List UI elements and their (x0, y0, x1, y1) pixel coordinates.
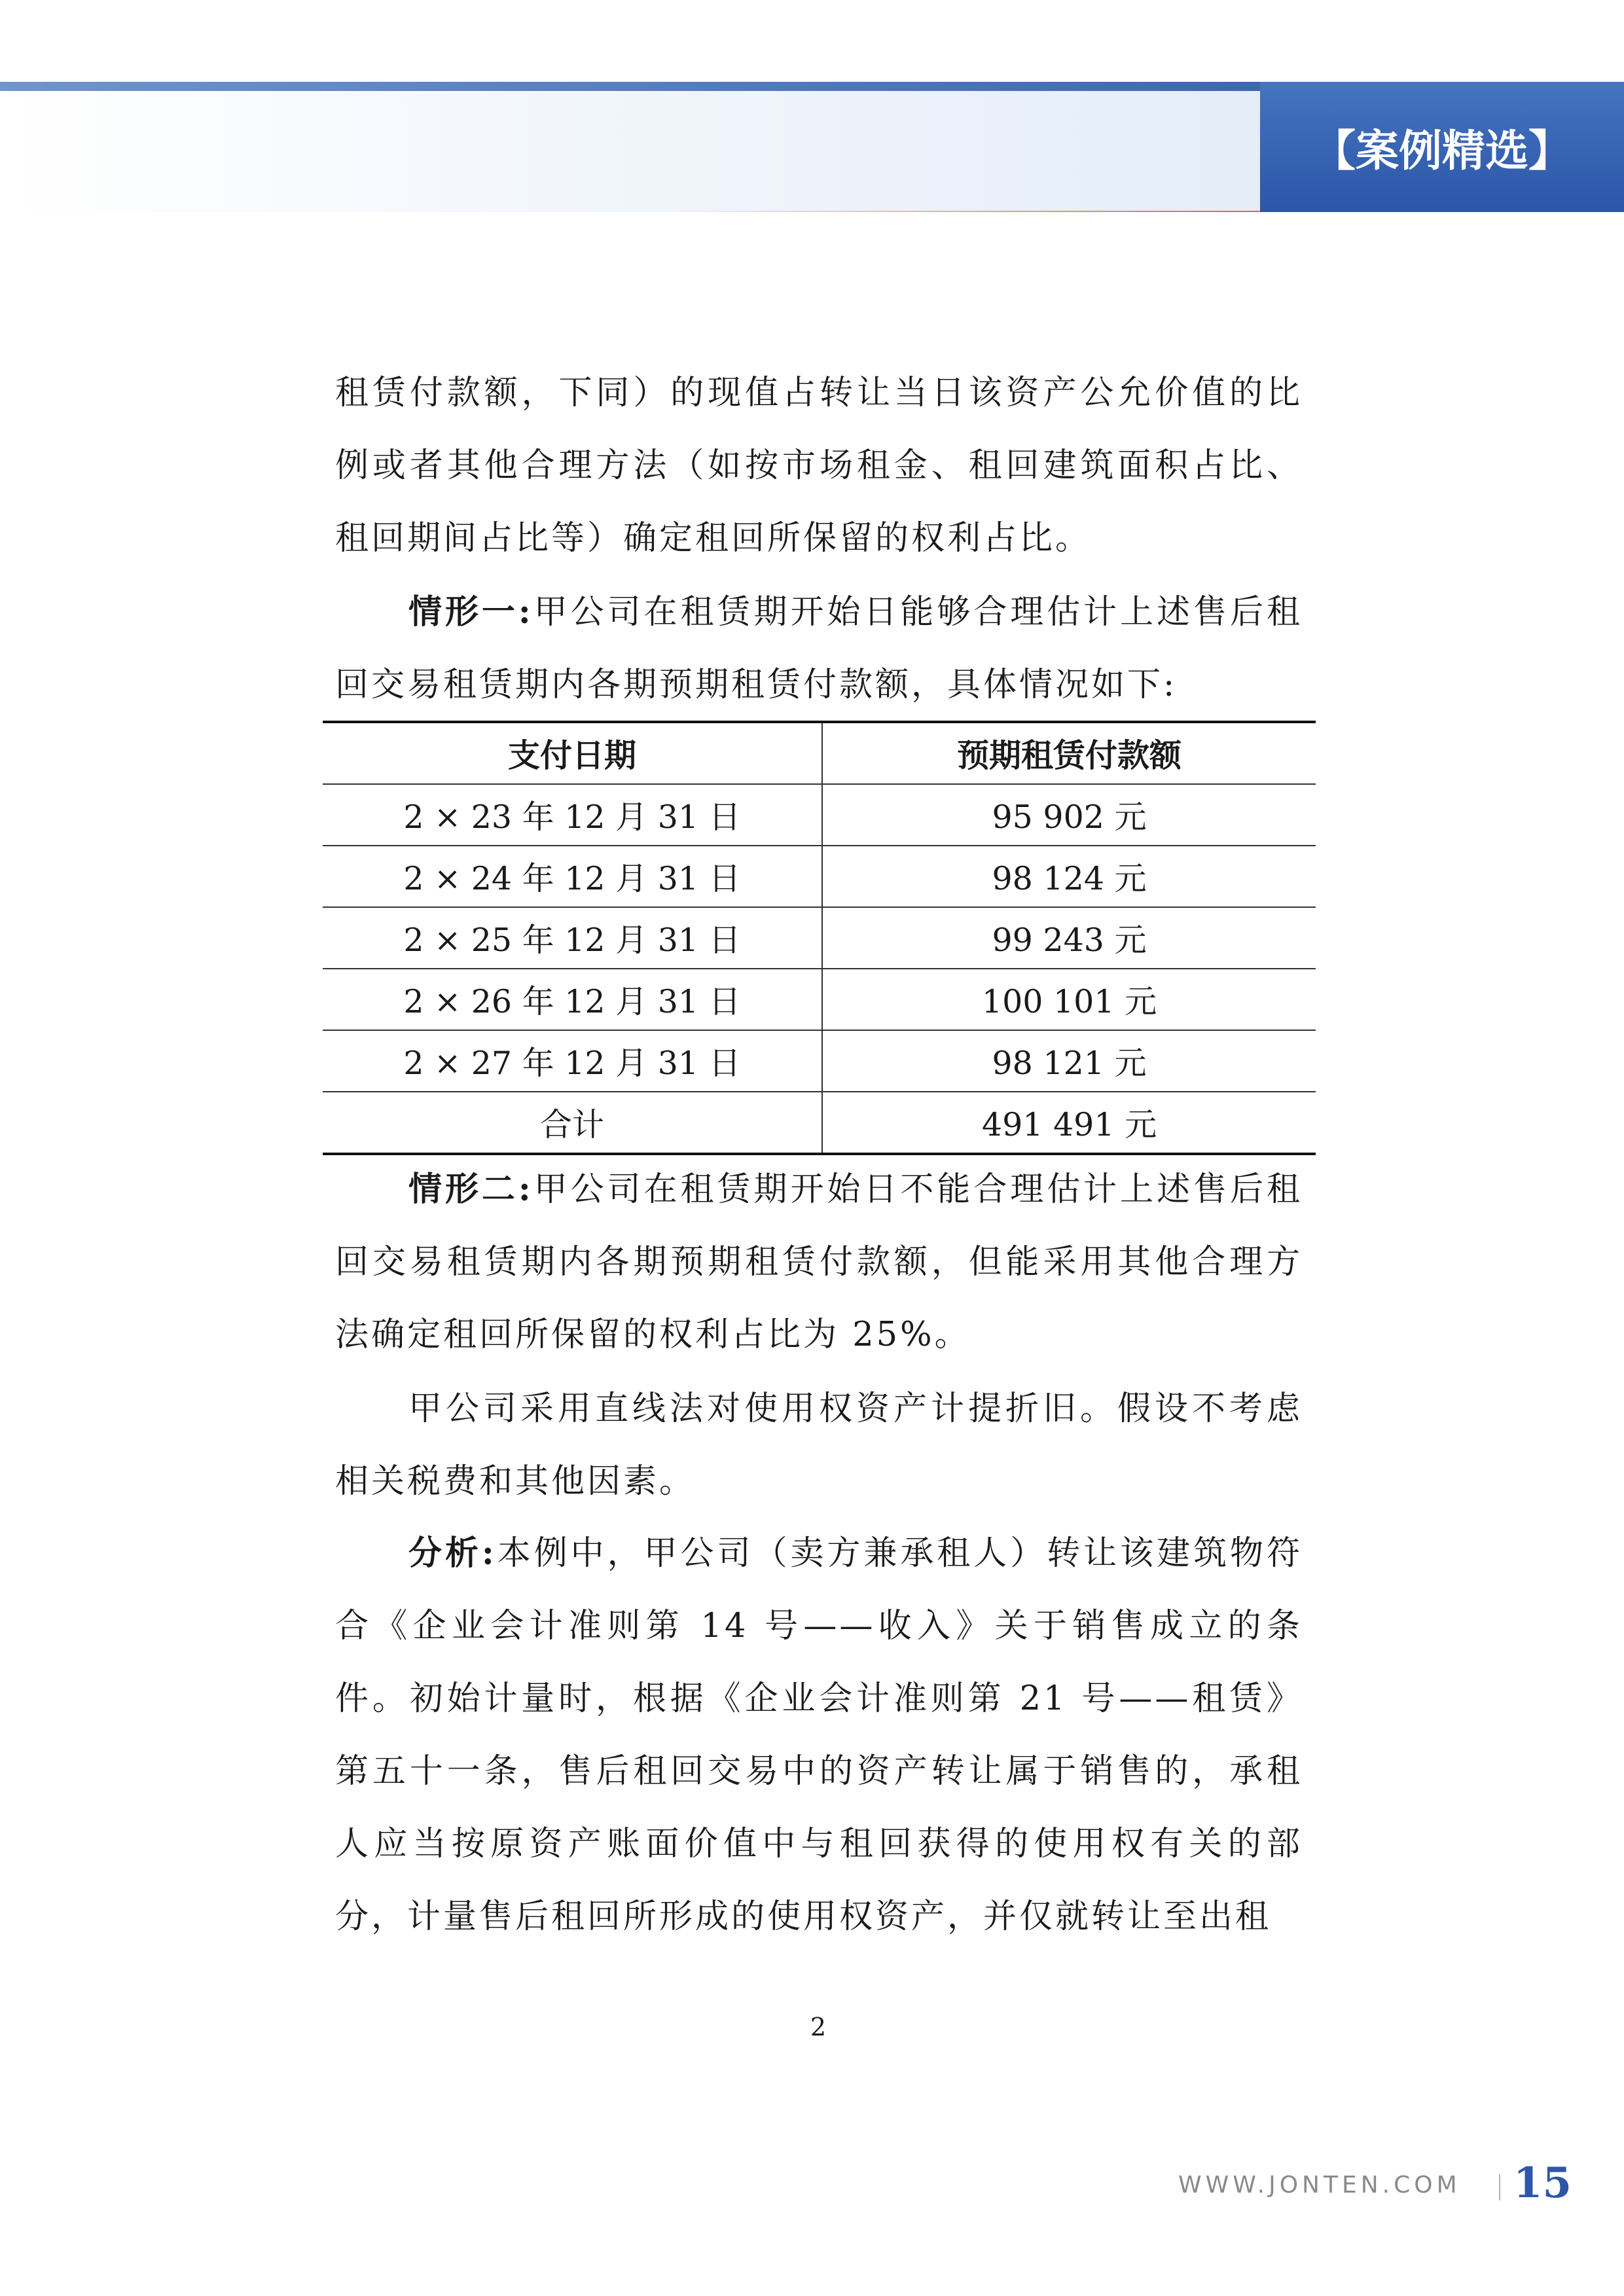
header-band (0, 91, 1260, 212)
cell-date: 2 × 27 年 12 月 31 日 (323, 1030, 822, 1092)
paragraph-lead: 情形一: (408, 592, 533, 632)
paragraph-text: 本例中，甲公司（卖方兼承租人）转让该建筑物符合《企业会计准则第 14 号——收入》关于销售成立的条件。初始计量时，根据《企业会计准则第 21 号——租赁》第五十一条，售后租回交易中的资产转让属于销售的，承租人应当按原资产账面价值中与租回获得的使用权有关的部分，计量售后租回所形成的使用权资产，并仅就转让至出租 (335, 1534, 1303, 1936)
section-tab-label: 【案例精选】 (1312, 126, 1572, 176)
table-row (323, 1030, 1316, 1092)
cell-date: 2 × 26 年 12 月 31 日 (323, 969, 822, 1030)
cell-amount: 98 124 元 (822, 846, 1316, 907)
footer-website: WWW.JONTEN.COM (1178, 2172, 1461, 2198)
cell-date: 2 × 23 年 12 月 31 日 (323, 784, 822, 846)
table-row (323, 907, 1316, 969)
cell-amount: 100 101 元 (822, 969, 1316, 1030)
table-header-row (323, 722, 1316, 784)
column-header-amount: 预期租赁付款额 (822, 722, 1316, 784)
cell-total-label: 合计 (323, 1092, 822, 1154)
paragraph-text: 甲公司在租赁期开始日不能合理估计上述售后租回交易租赁期内各期预期租赁付款额，但能采用其他合理方法确定租回所保留的权利占比为 25%。 (335, 1170, 1303, 1354)
payment-table (323, 721, 1316, 1155)
table-row (323, 846, 1316, 907)
footer-divider (1499, 2174, 1500, 2200)
paragraph-scenario-2 (335, 1153, 1303, 1371)
column-header-date: 支付日期 (323, 722, 822, 784)
paragraph-analysis (335, 1517, 1303, 1953)
paragraph-1 (335, 357, 1303, 575)
paragraph-scenario-1 (335, 576, 1303, 721)
paragraph-depreciation (335, 1372, 1303, 1518)
header-rule (671, 211, 1260, 212)
cell-date: 2 × 25 年 12 月 31 日 (323, 907, 822, 969)
cell-date: 2 × 24 年 12 月 31 日 (323, 846, 822, 907)
table-total-row (323, 1092, 1316, 1154)
cell-amount: 98 121 元 (822, 1030, 1316, 1092)
cell-amount: 95 902 元 (822, 784, 1316, 846)
paragraph-text: 租赁付款额，下同）的现值占转让当日该资产公允价值的比例或者其他合理方法（如按市场租金、租回建筑面积占比、租回期间占比等）确定租回所保留的权利占比。 (335, 374, 1303, 558)
paragraph-text: 甲公司采用直线法对使用权资产计提折旧。假设不考虑相关税费和其他因素。 (335, 1390, 1303, 1501)
table-row (323, 784, 1316, 846)
cell-total-amount: 491 491 元 (822, 1092, 1316, 1154)
paragraph-text: 甲公司在租赁期开始日能够合理估计上述售后租回交易租赁期内各期预期租赁付款额，具体情况如下: (335, 593, 1303, 704)
cell-amount: 99 243 元 (822, 907, 1316, 969)
paragraph-lead: 情形二: (408, 1170, 533, 1209)
paragraph-lead: 分析: (408, 1534, 497, 1573)
section-tab (1260, 82, 1624, 212)
header-accent-line (0, 82, 1260, 91)
footer-page-number: 15 (1513, 2159, 1572, 2208)
inner-page-number: 2 (810, 2013, 827, 2041)
table-row (323, 969, 1316, 1030)
